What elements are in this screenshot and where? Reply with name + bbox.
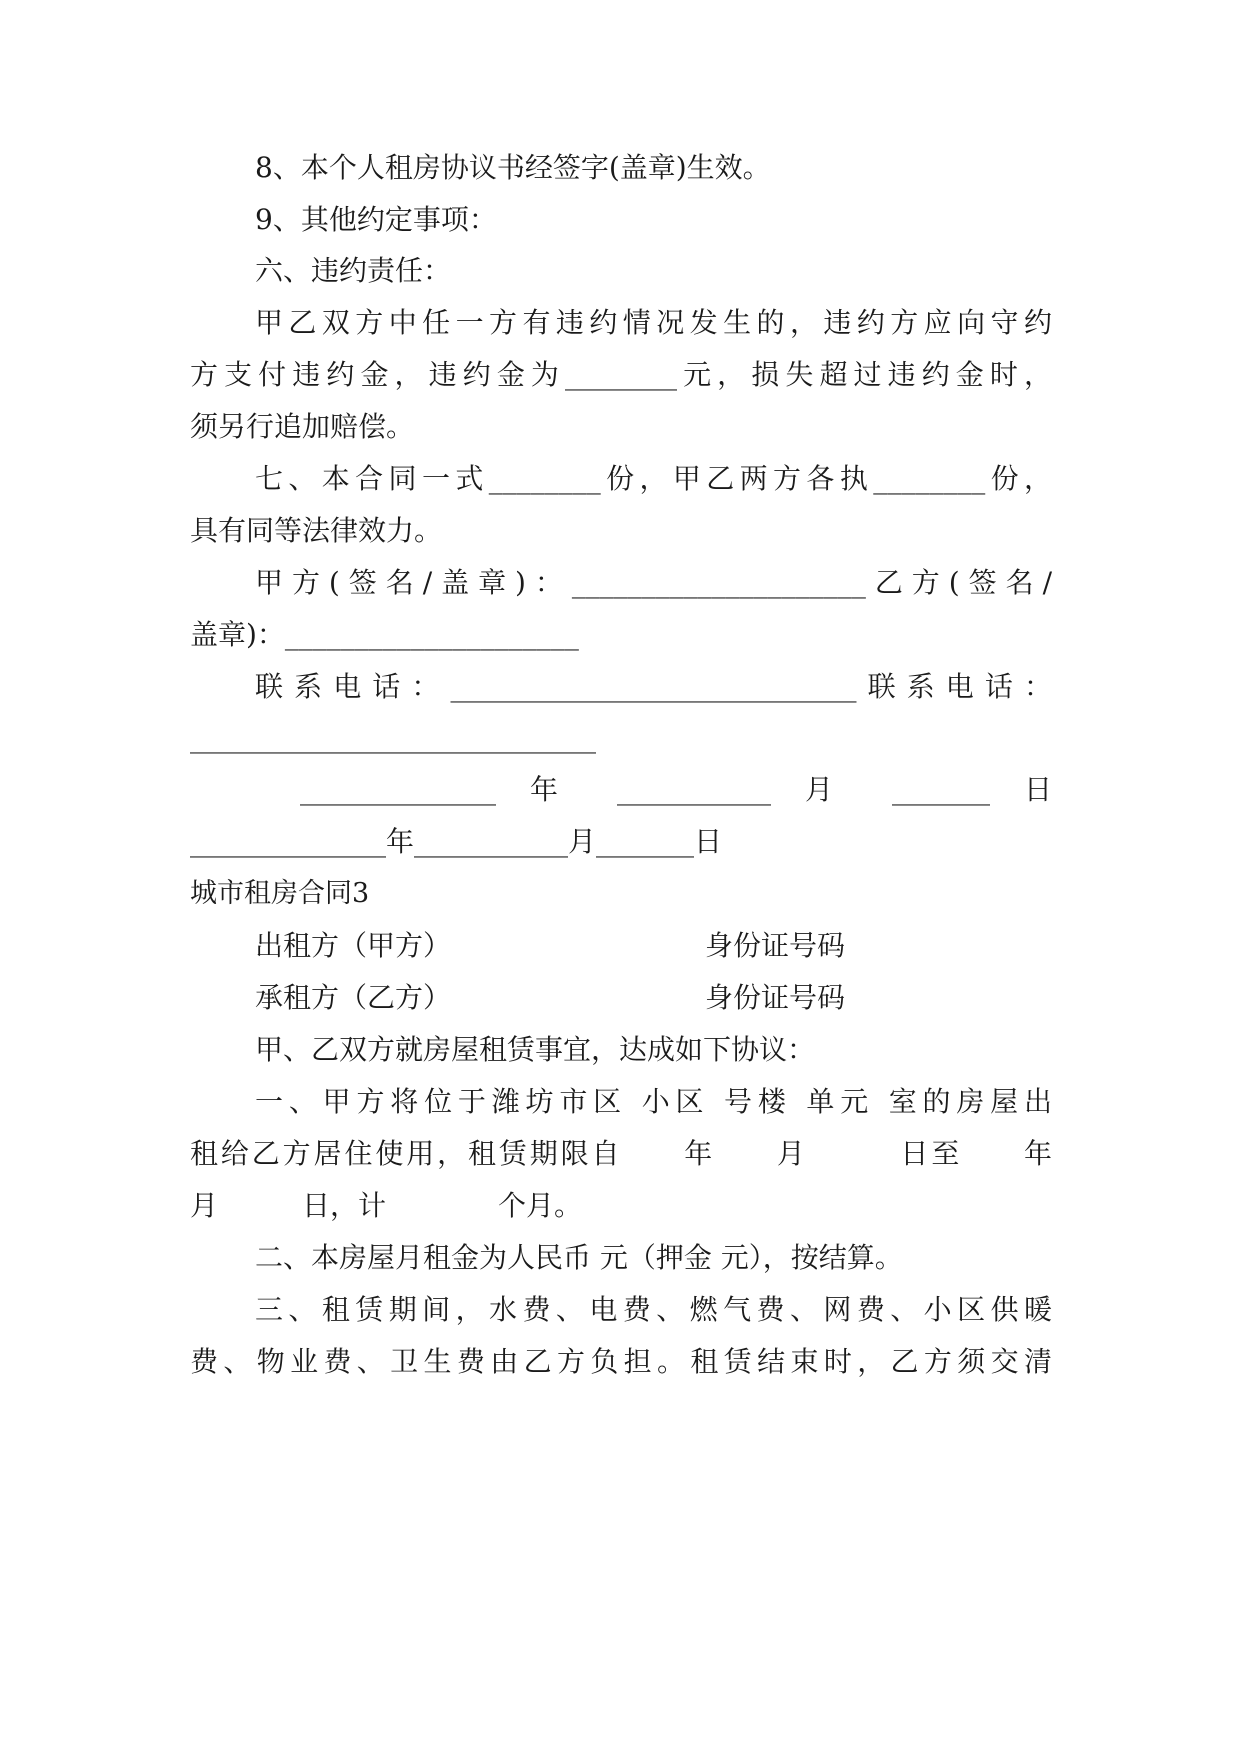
section-6-heading: 六、违约责任： <box>255 254 452 287</box>
phone-line-1: 联系电话：_____________________________联系电话： <box>255 670 1052 703</box>
clause-1-line-2: 租给乙方居住使用，租赁期限自 年 月 日至 年 <box>190 1137 1052 1170</box>
signature-line-2: 盖章)：_____________________ <box>190 618 579 651</box>
breach-text-line-2: 方支付违约金，违约金为________元，损失超过违约金时， <box>190 358 1052 391</box>
lessor-label: 出租方（甲方） <box>255 929 452 962</box>
clause-3-line-1: 三、租赁期间，水费、电费、燃气费、网费、小区供暖 <box>255 1293 1052 1326</box>
signature-line-1: 甲方(签名/盖章)：_____________________乙方(签名/ <box>255 566 1052 599</box>
date-line-1: ______________ 年 ___________ 月 _______ 日 <box>300 773 1052 806</box>
section-7-line-2: 具有同等法律效力。 <box>190 514 443 547</box>
clause-1-line-3: 月 日，计 个月。 <box>190 1189 583 1222</box>
lessor-line <box>255 924 1052 968</box>
date-line-2: ______________年___________月_______日 <box>190 825 723 858</box>
breach-text-line-1: 甲乙双方中任一方有违约情况发生的，违约方应向守约 <box>255 306 1052 339</box>
contract-3-title: 城市租房合同3 <box>190 878 370 909</box>
clause-1-line-1: 一、甲方将位于潍坊市区 小区 号楼 单元 室的房屋出 <box>255 1085 1052 1118</box>
clause-3-line-2: 费、物业费、卫生费由乙方负担。租赁结束时，乙方须交清 <box>190 1345 1052 1378</box>
agreement-intro: 甲、乙双方就房屋租赁事宜，达成如下协议： <box>255 1033 816 1066</box>
lessee-label: 承租方（乙方） <box>255 981 452 1014</box>
section-7-line-1: 七、本合同一式________份，甲乙两方各执________份， <box>255 462 1052 495</box>
lessee-line <box>255 976 1052 1020</box>
breach-text-line-3: 须另行追加赔偿。 <box>190 410 415 443</box>
lessor-id-label: 身份证号码 <box>705 929 846 962</box>
phone-line-2: _____________________________ <box>190 721 596 754</box>
clause-8: 8、本个人租房协议书经签字(盖章)生效。 <box>255 151 771 184</box>
clause-2: 二、本房屋月租金为人民币 元（押金 元），按结算。 <box>255 1241 903 1274</box>
lessee-id-label: 身份证号码 <box>705 981 846 1014</box>
clause-9: 9、其他约定事项： <box>255 203 497 236</box>
